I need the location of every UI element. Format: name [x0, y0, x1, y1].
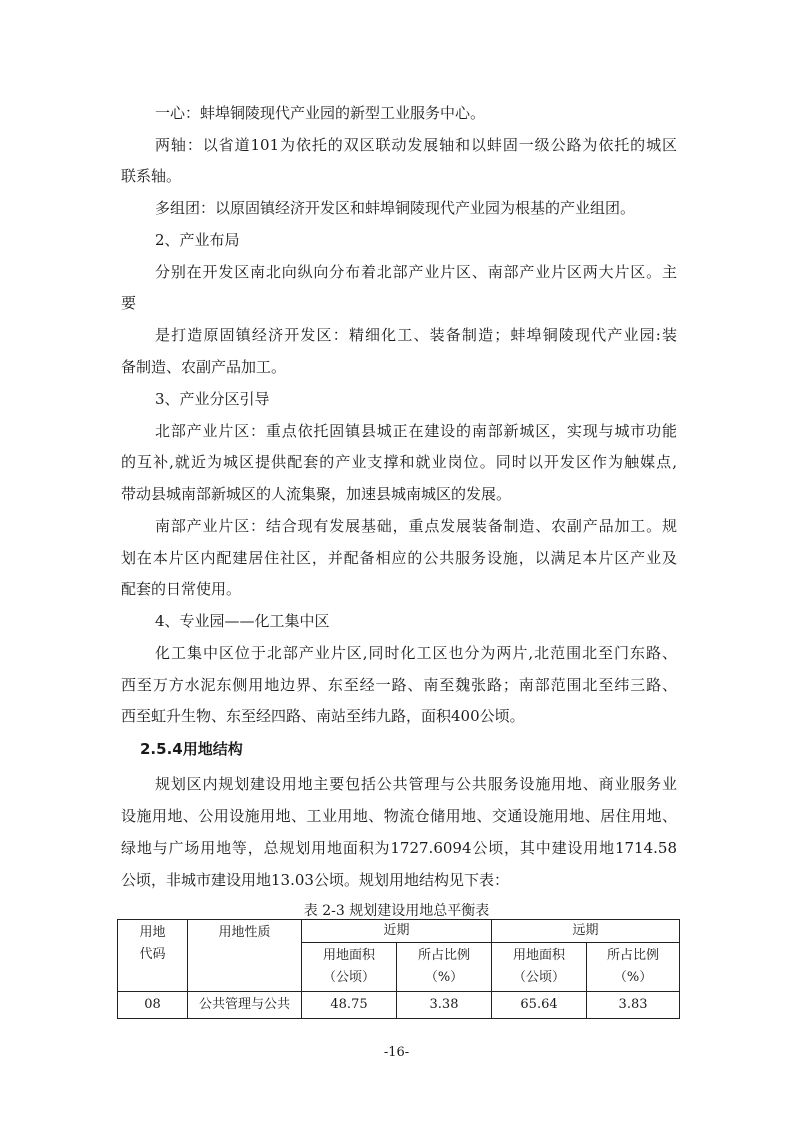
cell-far-area: 65.64: [492, 992, 587, 1019]
cell-near-area: 48.75: [302, 992, 397, 1019]
paragraph-line: 配套的日常使用。: [121, 580, 242, 598]
header-area: 用地面积 （公顷）: [302, 943, 397, 992]
paragraph-line: 是打造原固镇经济开发区：精细化工、装备制造；蚌埠铜陵现代产业园:装: [155, 326, 677, 344]
paragraph-line: 公顷，非城市建设用地13.03公顷。规划用地结构见下表：: [121, 871, 509, 889]
paragraph-line: 绿地与广场用地等，总规划用地面积为1727.6094公顷，其中建设用地1714.58: [121, 839, 677, 857]
paragraph-line: 设施用地、公用设施用地、工业用地、物流仓储用地、交通设施用地、居住用地、: [121, 807, 677, 825]
paragraph-line: 两轴：以省道101为依托的双区联动发展轴和以蚌固一级公路为依托的城区: [155, 136, 677, 154]
paragraph-line: 的互补,就近为城区提供配套的产业支撑和就业岗位。同时以开发区作为触媒点,: [121, 453, 677, 471]
header-land-code: 用地 代码: [118, 920, 188, 992]
table-row: [118, 992, 680, 1019]
subheading: 3、产业分区引导: [155, 390, 270, 408]
paragraph-line: 多组团：以原固镇经济开发区和蚌埠铜陵现代产业园为根基的产业组团。: [155, 199, 636, 217]
paragraph-line: 联系轴。: [121, 167, 182, 185]
paragraph-line: 一心：蚌埠铜陵现代产业园的新型工业服务中心。: [155, 104, 486, 122]
cell-code: 08: [118, 992, 188, 1019]
cell-far-ratio: 3.83: [587, 992, 680, 1019]
paragraph-line: 南部产业片区：结合现有发展基础，重点发展装备制造、农副产品加工。规: [155, 517, 677, 535]
paragraph-line: 备制造、农副产品加工。: [121, 358, 287, 376]
header-land-nature: 用地性质: [188, 920, 302, 992]
cell-near-ratio: 3.38: [397, 992, 492, 1019]
cell-nature: 公共管理与公共: [188, 992, 302, 1019]
page-number: -16-: [383, 1045, 410, 1060]
paragraph-line: 化工集中区位于北部产业片区,同时化工区也分为两片,北范围北至门东路、: [155, 644, 677, 662]
section-heading: 2.5.4用地结构: [140, 740, 243, 758]
header-ratio: 所占比例 （%）: [587, 943, 680, 992]
paragraph-line: 西至虹升生物、东至经四路、南站至纬九路，面积400公顷。: [121, 707, 525, 725]
paragraph-line: 划在本片区内配建居住社区，并配备相应的公共服务设施，以满足本片区产业及: [121, 549, 677, 567]
header-ratio: 所占比例 （%）: [397, 943, 492, 992]
paragraph-line: 规划区内规划建设用地主要包括公共管理与公共服务设施用地、商业服务业: [155, 775, 677, 793]
paragraph-line: 分别在开发区南北向纵向分布着北部产业片区、南部产业片区两大片区。主: [155, 263, 677, 281]
paragraph-line: 西至万方水泥东侧用地边界、东至经一路、南至魏张路；南部范围北至纬三路、: [121, 676, 677, 694]
header-far-term: 远期: [492, 920, 680, 943]
paragraph-line: 要: [121, 294, 137, 312]
table-caption: 表 2-3 规划建设用地总平衡表: [303, 903, 490, 919]
subheading: 2、产业布局: [155, 231, 240, 249]
header-area: 用地面积 （公顷）: [492, 943, 587, 992]
land-balance-table: [117, 919, 680, 1019]
paragraph-line: 北部产业片区：重点依托固镇县城正在建设的南部新城区，实现与城市功能: [155, 422, 677, 440]
subheading: 4、专业园——化工集中区: [155, 612, 330, 630]
header-near-term: 近期: [302, 920, 492, 943]
paragraph-line: 带动县城南部新城区的人流集聚，加速县城南城区的发展。: [121, 485, 512, 503]
